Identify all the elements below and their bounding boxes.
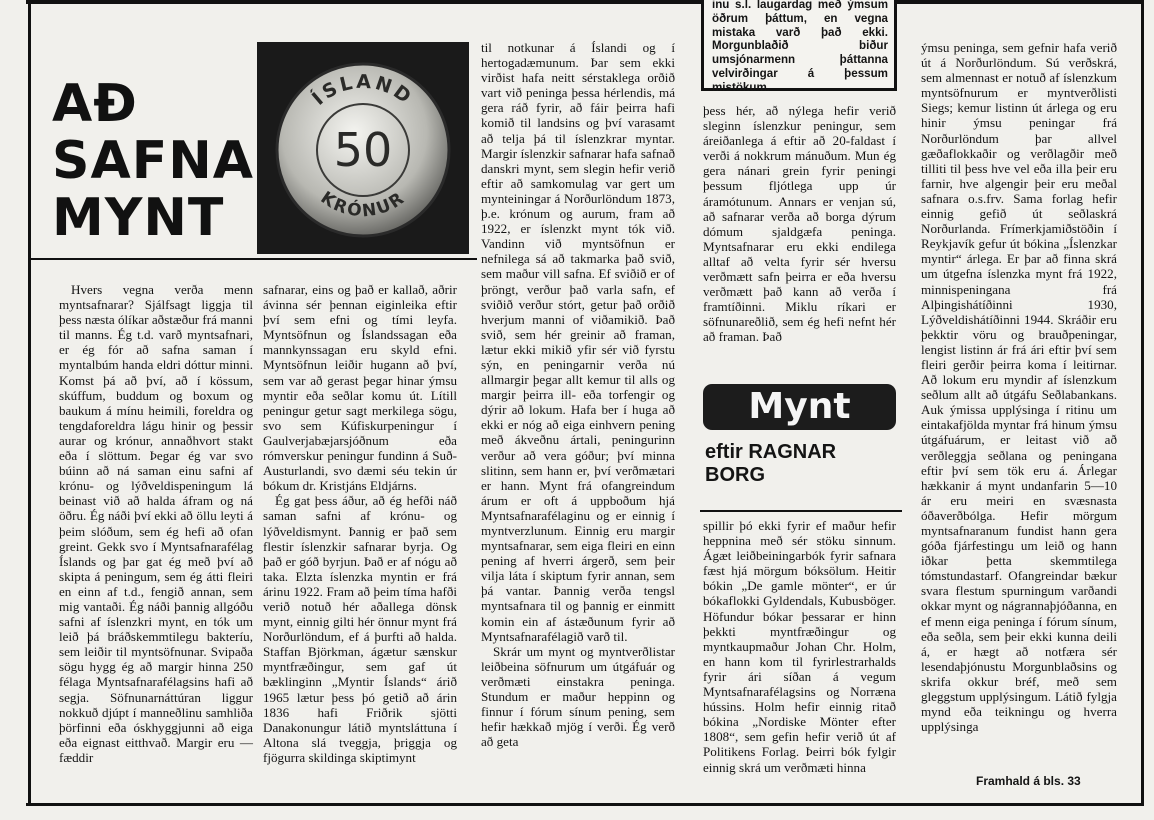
column-1-paragraph: Hvers vegna verða menn myntsafnarar? Sjálfsagt liggja til þess næsta ólíkar aðstæður frá manni til manns. Ég t.d. varð myntsafnari, er ég fór að safna saman í myntalbúm handa eldri dóttur minni. Komst þá að því, að í kössum, skúffum, buddum og boxum og baukum á mínu heimili, foreldra og tengdaforeldra lágu hinir og þessir aurar og krónur, annaðhvort stakt eða í slöttum. Þegar ég var svo búinn að ná saman einu safni af krónu- og lýðveldispeningum lá beinast við að halda áfram og ná öðru. Ég náði því ekki að öllu leyti á þeim slóðum, sem ég hefi að ofan greint. Gekk svo í Myntsafnarafélag Íslands og þar gat ég með því að skipta á peningum, sem ég átti fleiri en einn af t.d., fengið annan, sem mig vantaði. Ég náði þannig allgóðu safni af íslenzkri mynt, en tók um leið þá bráðskemmtilegu bakteríu, sem leiðir til myntsöfnunar. Svipaða sögu hygg ég að margir hinna 250 félaga Myntsafnarafélagsins hafi að segja. Söfnunarnáttúran liggur nokkuð djúpt í manneðlinu samhliða þörfinni eða óskhyggjunni að eiga eða eignast eitthvað. Margir eru — fæddir (59, 282, 253, 765)
notice-text: inu s.l. laugardag með ýmsum öðrum þáttum, en vegna mistaka varð það ekki. Morgunblaðið biður umsjónarmenn þáttanna velvirðingar á þessum mistökum. (712, 0, 888, 94)
coin-top-text: ÍSLAND (308, 70, 418, 110)
coin-photo (257, 42, 469, 254)
column-2-paragraph-1: safnarar, eins og það er kallað, aðrir ávinna sér þennan eiginleika eftir því sem efni og tími leyfa. Myntsöfnun og Íslandssagan eða mannkynssagan eru skyld efni. Myntsöfnun leiðir hugann að því, sem var að gerast þegar hinar ýmsu myntir eða seðlar komu út. Lítill peningur getur sagt merkilega sögu, svo sem Kúfiskurpeningur í Gaulverjabæjarsjóðnum eða rómverskur peningur fundinn á Suð-Austurlandi, svo dæmi séu tekin úr bókum dr. Kristjáns Eldjárns. (263, 282, 457, 494)
column-3-paragraph-1: til notkunar á Íslandi og í hertogadæmunum. Þar sem ekki virðist hafa neitt sérstaklega orðið vart við peninga þessa hérlendis, má gera ráð fyrir, að fáir þeirra hafi komið til landsins og því varasamt að telja þá til íslenzkrar myntar. Margir íslenzkir safnarar hafa safnað danskri mynt, sem slegin hefir verið eftir að samkomulag var gert um mynteiningar á Norðurlöndum 1873, þ.e. krónum og aurum, fram að 1922, er íslenzkt mynt tók við. Vandinn við myntsöfnun er nefnilega sá að takmarka það svið, sem maður vill safna. Ef sviðið er of þröngt, verður það varla safn, ef sviðið verður stórt, getur það orðið hverjum manni of viðamikið. Það svið, sem hér greinir að framan, lætur ekki mikið yfir sér við fyrstu sýn, en peningarnir verða nú allmargir þegar allt kemur til alls og margir þeirra ill- eða torfengir og dýrir að lokum. Hafa ber í huga að ekki er nóg að eiga einhvern pening með ákveðnu ártali, peningurinn verður að vera góður; því minna slitinn, sem hann er, því verðmætari er hann. Mynt frá ofangreindum árum er oft á uppboðum hjá Myntsafnarafélaginu og er einnig í myntverzlunum. Einnig eru margir myntsafnarar, sem eiga fleiri en einn pening af hverri árgerð, sem þeir vilja láta í skiptum fyrir annan, sem þá vantar. Þannig verða tengsl myntsafnara til og þannig er einmitt komin ein af ástæðunum fyrir að Myntsafnarafélagið varð til. (481, 40, 675, 644)
column-badge: Mynt (703, 384, 896, 430)
byline (705, 441, 895, 487)
article-column-4-bottom (703, 518, 896, 775)
column-4-top-paragraph: þess hér, að nýlega hefir verið sleginn íslenzkur peningur, sem áreiðanlega á eftir að 20-faldast í verði á nokkrum mánuðum. Mun ég gera nánari grein fyrir peningi þessum fljótlega upp úr áramótunum. Annars er venjan sú, að safnarar verða að borga dýrum dómum sjaldgæfa peninga. Myntsafnarar eru ekki endilega alltaf að velta fyrir sér hversu verðmætt safn þeirra er eða hversu verðmætt það kann að verða í framtíðinni. Miklu ríkari er söfnunarеðlið, sem ég hefi nefnt hér að framan. Það (703, 103, 896, 345)
article-column-2 (263, 282, 457, 765)
column-5-paragraph: ýmsu peninga, sem gefnir hafa verið út á Norðurlöndum. Sú verðskrá, sem almennast er notuð af íslenzkum myntsöfnurum er myntverðlisti Siegs; kemur listinn út árlega og eru hinir ýmsu peningar frá Norðurlöndum þar allvel gæðaflokkaðir og verðlagðir með tilliti til þess hve vel eða illa þeir eru farnir, hve algengir þeir eru meðal safnara o.s.frv. Sama forlag hefir einnig gefið út seðlaskrá Norðurlanda. Frímerkjamiðstöðin í Reykjavík gefur út bókina „Íslenzkar myntir“ árlega. Er þar að finna skrá um útgefna íslenzka mynt frá 1922, minnispeningana frá Alþingishátíðinni 1930, Lýðveldishátíðinni 1944. Skráðir eru þekktir vöru og brauðpeningar, lengist listinn ár frá ári eftir því sem fleiri gerðir þeirra koma í leitirnar. Að lokum eru myndir af íslenzkum seðlum allt að útgáfu Seðlabankans. Auk ýmissa upplýsinga í ritinu um eintakafjölda myntar frá hinum ýmsu útgáfuárum, er leitast við að verðleggja seðlana og peningana eftir því sem tök eru á. Árlegar hækkanir á mynt undanfarin 5—10 ár eru meiri en svæsnasta óðaverðbólga. Hefir mörgum myntsafnaranum fundist hann gera góða fjárfestingu um leið og hann iðkar þetta skemmtilega tómstundastarf. Ofangreindar bækur svara flestum spurningum varðandi okkar mynt og nágrannaþjóðanna, en ef menn eiga peninga í fórum sínum, eða seðla, sem þeir ekki kunna deili á, er hægt að notfæra sér lesendaþjónustu Morgunblaðsins og skrifa okkur bréf, með sem gleggstum upplýsingum. Látið fylgja mynd eða teikningu og hverra upplýsinga (921, 40, 1117, 735)
article-column-3 (481, 40, 675, 749)
column-3-paragraph-2: Skrár um mynt og myntverðlistar leiðbeina söfnurum um útgáfuár og verðmæti einstakra peninga. Stundum er maður heppinn og finnur í fórum sínum pening, sem hefir hækkað mjög í verði. Ég verð að geta (481, 643, 675, 750)
article-column-5 (921, 40, 1117, 734)
right-border (1141, 0, 1144, 806)
coin-value: 50 (333, 123, 393, 177)
byline-line-2: BORG (705, 464, 765, 486)
notice-box (701, 0, 897, 94)
column-2-paragraph-2: Ég gat þess áður, að ég hefði náð saman safni af krónu- og lýðveldismynt. Þannig er það sem flestir íslenzkir safnarar byrja. Og það er góð byrjun. Það er af nógu að taka. Elzta íslenzka myntin er frá árinu 1922. Fram að þeim tíma hafði verið notuð hér aðallega dönsk mynt, einnig gilti hér önnur mynt frá Norðurlöndum, ef á þurfti að halda. Staffan Björkman, ágætur sænskur myntfræðingur, sem gaf út bæklinginn „Myntir Íslands“ árið 1965 lætur þess þó getið að árin 1836 hafi Friðrik sjötti Danakonungur látið myntsláttuna í Altona slá tveggja, þriggja og fjögurra skildinga skiptimynt (263, 493, 457, 765)
headline-line-1: AÐ (52, 74, 138, 134)
headline (52, 76, 252, 247)
coin-illustration (257, 42, 469, 254)
coin-bottom-text: KRÓNUR (316, 187, 410, 222)
top-border (26, 0, 1144, 4)
article-column-1 (59, 282, 253, 765)
continuation-note: Framhald á bls. 33 (976, 774, 1081, 788)
byline-divider (700, 510, 902, 512)
left-border (28, 0, 31, 806)
column-4-bottom-paragraph: spillir þó ekki fyrir ef maður hefir heppnina með sér stöku sinnum. Ágæt leiðbeiningarbók fyrir safnara fæst hjá mörgum bóksölum. Heitir bókin „De gamle mönter“, er úr bókaflokki Gyldendals, Kubusböger. Höfundur bókar þessarar er hinn þekkti myntfræðingur og myntkaupmaður Johan Chr. Holm, en hann kom til fyrirlestrarhalds fyrir ári síðan á vegum Myntsafnarafélagsins og Norræna hússins. Holm hefir einnig ritað bókina „Nordiske Mönter efter 1808“, sem gefin hefir verið út af Politikens Forlag. Þeirri bók fylgir einnig skrá um verðmæti hinna (703, 518, 896, 775)
headline-line-3: MYNT (52, 188, 225, 248)
bottom-border (26, 803, 1144, 806)
article-column-4-top (703, 103, 896, 345)
byline-line-1: eftir RAGNAR (705, 441, 837, 463)
title-divider (31, 258, 477, 260)
headline-line-2: SAFNA (52, 131, 254, 191)
